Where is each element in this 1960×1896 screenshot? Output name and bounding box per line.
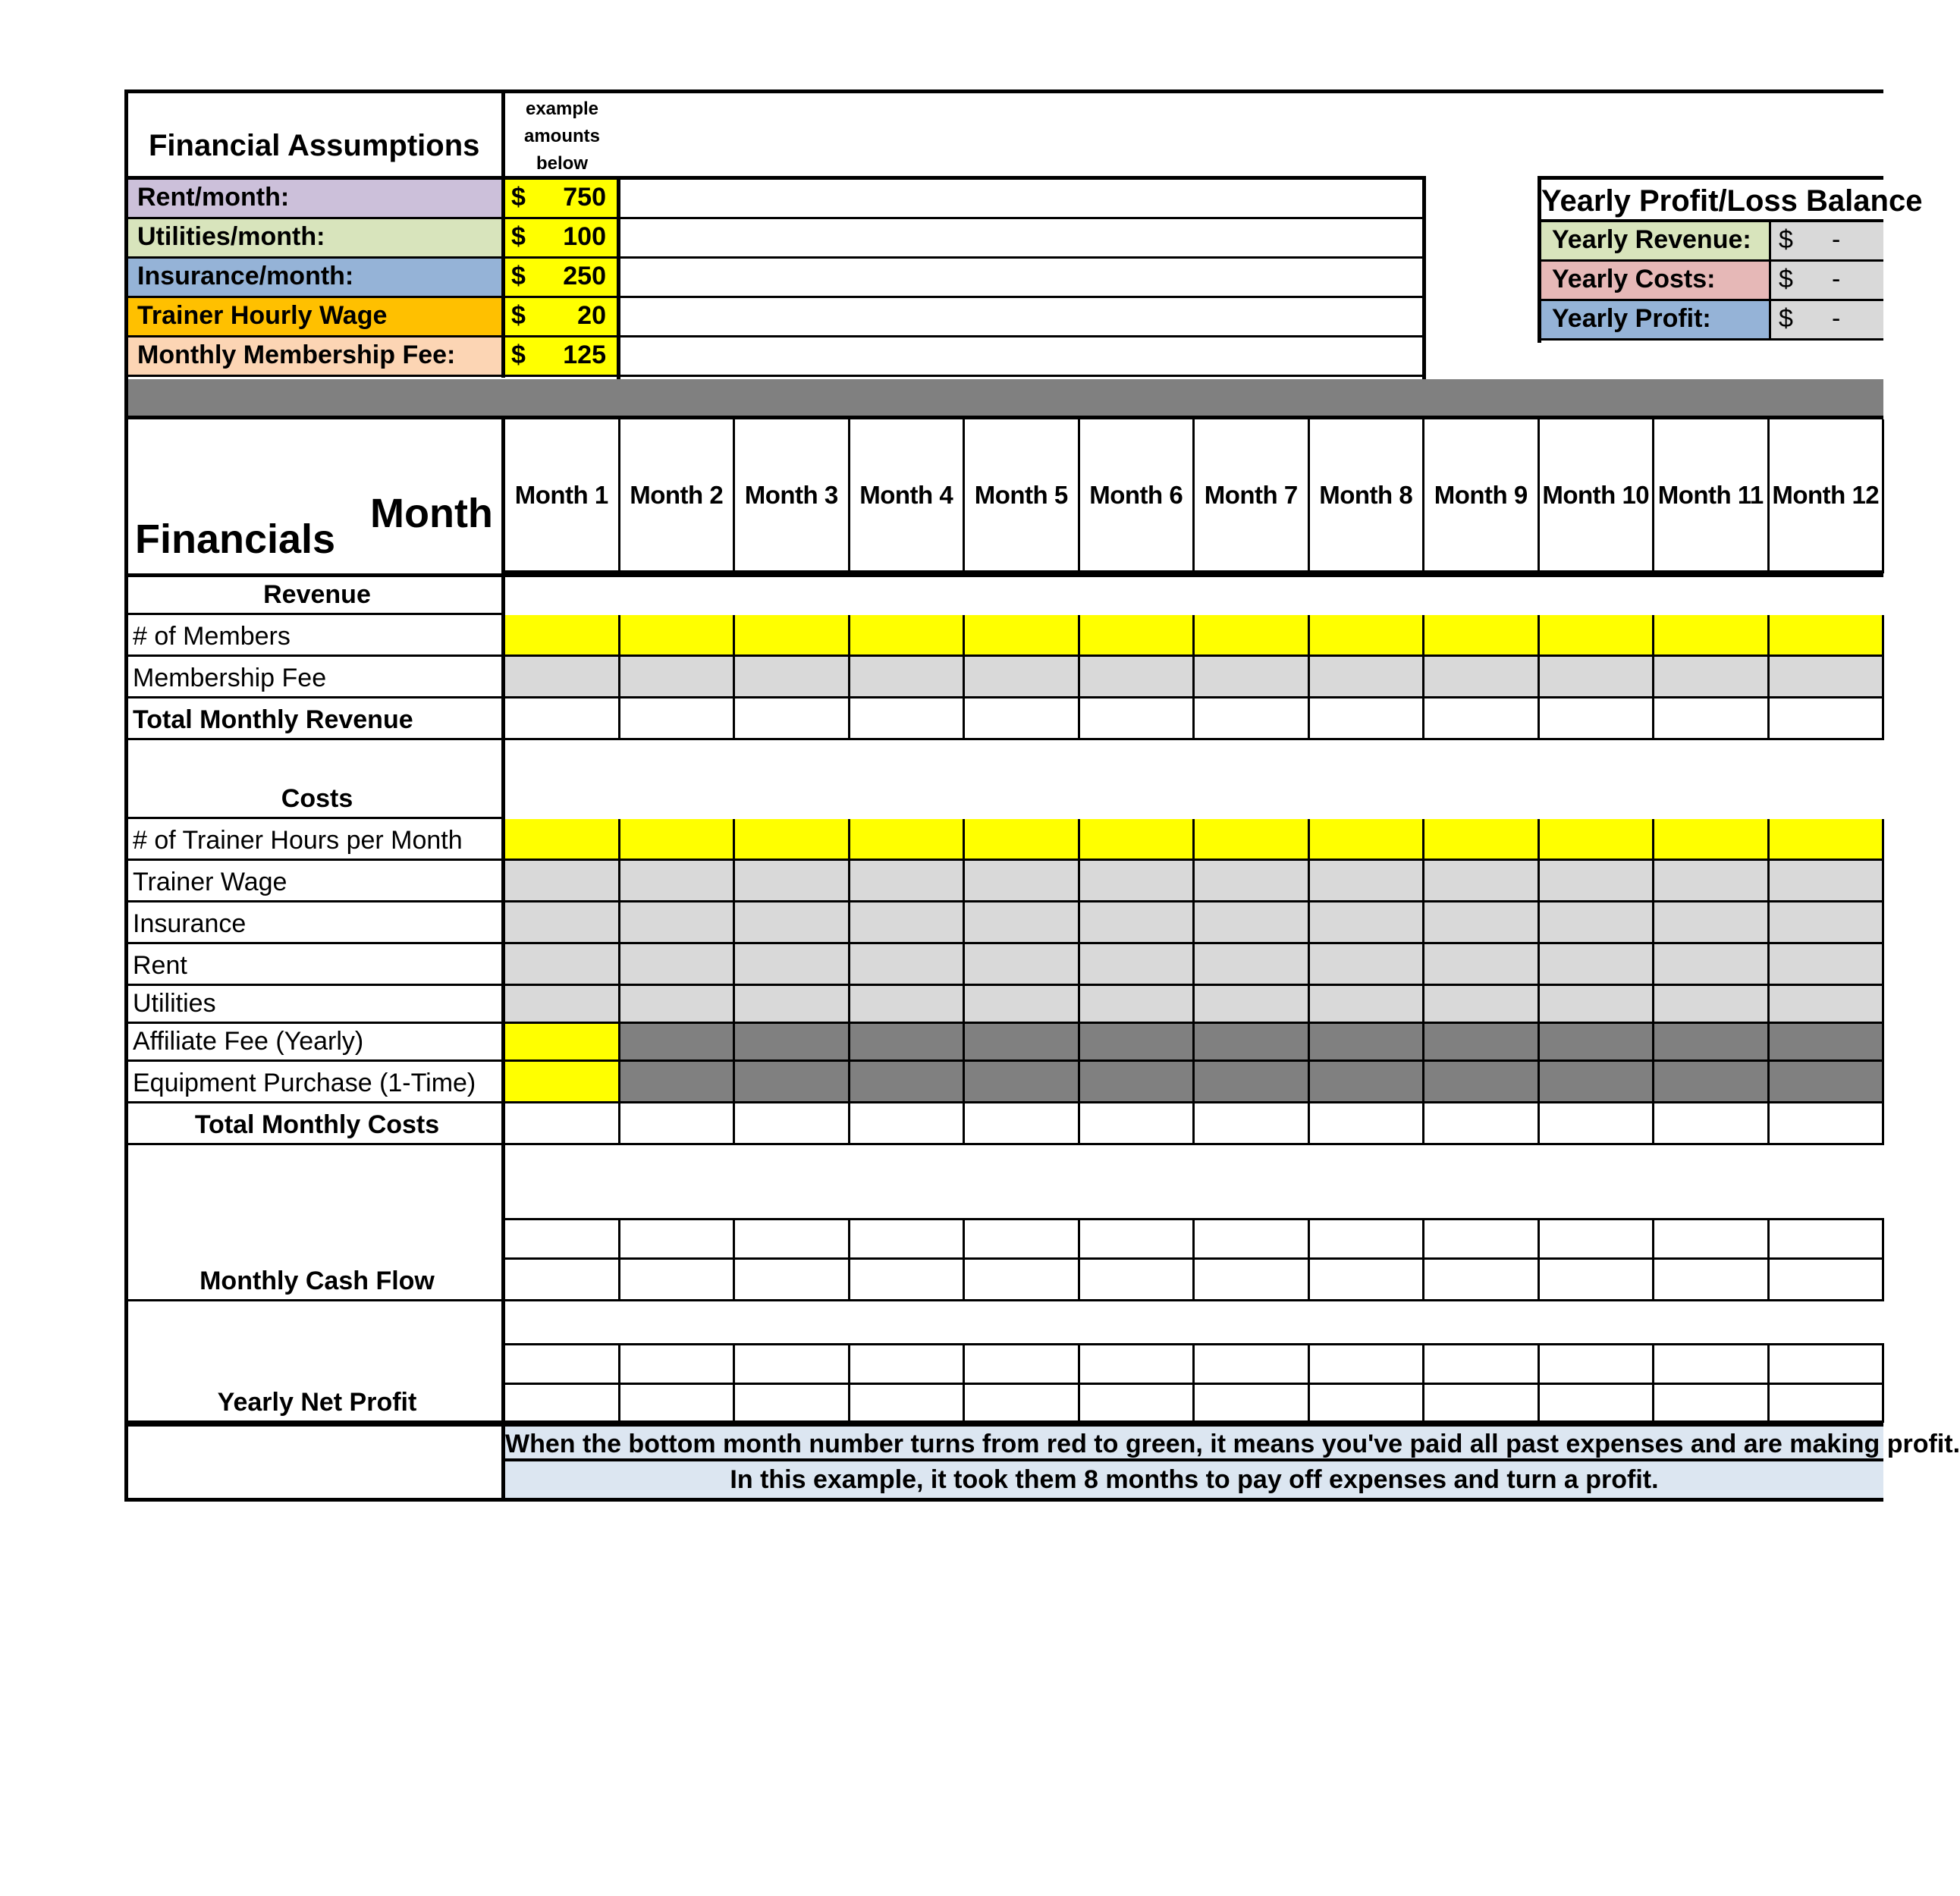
- cell-affiliate-fee-month-1[interactable]: [505, 1024, 620, 1062]
- cell-total-revenue-month-1: [505, 698, 620, 740]
- cell-cash-flow-calc-month-3: [735, 1218, 850, 1260]
- assumption-input-membership-fee[interactable]: [505, 337, 617, 377]
- cell-trainer-hours-month-4[interactable]: [850, 819, 966, 861]
- cell-utilities-month-3: [735, 986, 850, 1024]
- cell-insurance-month-2: [620, 902, 736, 944]
- month-header-11: Month 11: [1654, 419, 1770, 573]
- cell-trainer-hours-month-3[interactable]: [735, 819, 850, 861]
- cell-members-month-4[interactable]: [850, 615, 966, 657]
- cell-total-costs-month-3: [735, 1103, 850, 1145]
- assumption-value: 750: [563, 183, 606, 212]
- cell-utilities-month-11: [1654, 986, 1770, 1024]
- cell-trainer-wage-month-8: [1310, 861, 1425, 902]
- cell-members-month-9[interactable]: [1424, 615, 1540, 657]
- cell-members-month-10[interactable]: [1540, 615, 1655, 657]
- summary-value-revenue: [1769, 222, 1883, 262]
- bottom-border: [124, 1498, 1883, 1502]
- currency-symbol: $: [1779, 265, 1793, 294]
- cell-net-profit-calc-month-4: [850, 1343, 966, 1385]
- assumption-notes-cell[interactable]: [620, 298, 1422, 337]
- cell-insurance-month-6: [1080, 902, 1195, 944]
- assumption-label-insurance: Insurance/month:: [128, 259, 501, 298]
- cell-members-month-5[interactable]: [965, 615, 1080, 657]
- cell-rent-month-7: [1195, 944, 1310, 986]
- cell-utilities-month-8: [1310, 986, 1425, 1024]
- row-label-insurance: Insurance: [128, 902, 501, 944]
- assumptions-grid-right: [1422, 176, 1426, 379]
- row-label-equipment: Equipment Purchase (1-Time): [128, 1062, 501, 1103]
- summary-value: -: [1832, 265, 1841, 294]
- currency-symbol: $: [511, 301, 526, 330]
- assumption-value: 20: [577, 301, 606, 330]
- top-border: [124, 89, 1883, 93]
- cell-trainer-hours-month-8[interactable]: [1310, 819, 1425, 861]
- row-label-net-profit: Yearly Net Profit: [128, 1301, 501, 1423]
- cell-net-profit-month-9: [1424, 1385, 1540, 1423]
- cell-members-month-3[interactable]: [735, 615, 850, 657]
- cell-total-revenue-month-4: [850, 698, 966, 740]
- assumption-input-rent[interactable]: [505, 180, 617, 219]
- summary-label-revenue: Yearly Revenue:: [1541, 222, 1769, 262]
- cell-total-costs-month-10: [1540, 1103, 1655, 1145]
- cell-utilities-month-5: [965, 986, 1080, 1024]
- cell-insurance-month-1: [505, 902, 620, 944]
- summary-value-costs: [1769, 262, 1883, 301]
- cell-equipment-month-8: [1310, 1062, 1425, 1103]
- cell-net-profit-month-2: [620, 1385, 736, 1423]
- cell-net-profit-calc-month-5: [965, 1343, 1080, 1385]
- cell-net-profit-calc-month-12: [1770, 1343, 1885, 1385]
- cell-utilities-month-10: [1540, 986, 1655, 1024]
- month-header-5: Month 5: [965, 419, 1080, 573]
- cell-rent-month-5: [965, 944, 1080, 986]
- summary-label-profit: Yearly Profit:: [1541, 301, 1769, 341]
- cell-affiliate-fee-month-9: [1424, 1024, 1540, 1062]
- cell-equipment-month-9: [1424, 1062, 1540, 1103]
- cell-trainer-hours-month-12[interactable]: [1770, 819, 1885, 861]
- assumption-notes-cell[interactable]: [620, 219, 1422, 259]
- currency-symbol: $: [511, 222, 526, 251]
- cell-insurance-month-7: [1195, 902, 1310, 944]
- cell-rent-month-2: [620, 944, 736, 986]
- month-header-12: Month 12: [1770, 419, 1885, 573]
- cell-membership-fee-month-1: [505, 657, 620, 698]
- summary-title: Yearly Profit/Loss Balance: [1541, 180, 1883, 222]
- cell-affiliate-fee-month-6: [1080, 1024, 1195, 1062]
- cell-trainer-wage-month-12: [1770, 861, 1885, 902]
- cell-members-month-12[interactable]: [1770, 615, 1885, 657]
- cell-equipment-month-7: [1195, 1062, 1310, 1103]
- cell-trainer-wage-month-10: [1540, 861, 1655, 902]
- cell-trainer-wage-month-11: [1654, 861, 1770, 902]
- cell-members-month-11[interactable]: [1654, 615, 1770, 657]
- cell-rent-month-9: [1424, 944, 1540, 986]
- assumption-input-utilities[interactable]: [505, 219, 617, 259]
- note-line-2: In this example, it took them 8 months to pay off expenses and turn a profit.: [505, 1461, 1883, 1498]
- cell-utilities-month-1: [505, 986, 620, 1024]
- cell-net-profit-month-5: [965, 1385, 1080, 1423]
- cell-equipment-month-5: [965, 1062, 1080, 1103]
- summary-value: -: [1832, 304, 1841, 333]
- cell-total-revenue-month-2: [620, 698, 736, 740]
- cell-net-profit-month-3: [735, 1385, 850, 1423]
- cell-trainer-wage-month-3: [735, 861, 850, 902]
- cell-total-revenue-month-7: [1195, 698, 1310, 740]
- cell-total-costs-month-2: [620, 1103, 736, 1145]
- cell-cash-flow-month-11: [1654, 1260, 1770, 1301]
- cell-net-profit-calc-month-9: [1424, 1343, 1540, 1385]
- assumption-value: 125: [563, 341, 606, 369]
- assumptions-title: Financial Assumptions: [149, 129, 480, 162]
- cell-total-revenue-month-5: [965, 698, 1080, 740]
- cell-trainer-hours-month-11[interactable]: [1654, 819, 1770, 861]
- cell-total-revenue-month-6: [1080, 698, 1195, 740]
- cell-net-profit-month-7: [1195, 1385, 1310, 1423]
- cell-net-profit-calc-month-7: [1195, 1343, 1310, 1385]
- cell-net-profit-calc-month-1: [505, 1343, 620, 1385]
- month-header-3: Month 3: [735, 419, 850, 573]
- cell-rent-month-4: [850, 944, 966, 986]
- cell-cash-flow-month-2: [620, 1260, 736, 1301]
- cell-total-costs-month-5: [965, 1103, 1080, 1145]
- cell-cash-flow-calc-month-1: [505, 1218, 620, 1260]
- row-label-total-costs: Total Monthly Costs: [128, 1103, 501, 1145]
- cell-cash-flow-calc-month-6: [1080, 1218, 1195, 1260]
- costs-heading: Costs: [128, 740, 501, 819]
- cell-membership-fee-month-9: [1424, 657, 1540, 698]
- currency-symbol: $: [1779, 304, 1793, 333]
- cell-net-profit-month-10: [1540, 1385, 1655, 1423]
- cell-utilities-month-4: [850, 986, 966, 1024]
- row-label-utilities: Utilities: [128, 986, 501, 1024]
- row-label-cash-flow: Monthly Cash Flow: [128, 1145, 501, 1301]
- cell-cash-flow-calc-month-8: [1310, 1218, 1425, 1260]
- currency-symbol: $: [511, 341, 526, 369]
- cell-total-costs-month-1: [505, 1103, 620, 1145]
- cell-trainer-wage-month-7: [1195, 861, 1310, 902]
- cell-cash-flow-calc-month-12: [1770, 1218, 1885, 1260]
- cell-net-profit-calc-month-2: [620, 1343, 736, 1385]
- cell-net-profit-month-12: [1770, 1385, 1885, 1423]
- cell-utilities-month-9: [1424, 986, 1540, 1024]
- revenue-heading: Revenue: [128, 577, 501, 615]
- cell-net-profit-month-4: [850, 1385, 966, 1423]
- cell-trainer-wage-month-4: [850, 861, 966, 902]
- cell-total-revenue-month-10: [1540, 698, 1655, 740]
- assumption-label-utilities: Utilities/month:: [128, 219, 501, 259]
- example-note-line: example: [525, 99, 599, 119]
- cell-members-month-2[interactable]: [620, 615, 736, 657]
- cell-net-profit-calc-month-3: [735, 1343, 850, 1385]
- currency-symbol: $: [511, 262, 526, 290]
- cell-members-month-8[interactable]: [1310, 615, 1425, 657]
- cell-rent-month-1: [505, 944, 620, 986]
- currency-symbol: $: [1779, 225, 1793, 254]
- cell-total-revenue-month-11: [1654, 698, 1770, 740]
- assumption-input-trainer-wage[interactable]: [505, 298, 617, 337]
- cell-total-costs-month-8: [1310, 1103, 1425, 1145]
- cell-utilities-month-7: [1195, 986, 1310, 1024]
- cell-rent-month-6: [1080, 944, 1195, 986]
- cell-affiliate-fee-month-7: [1195, 1024, 1310, 1062]
- cell-insurance-month-5: [965, 902, 1080, 944]
- row-label-members: # of Members: [128, 615, 501, 657]
- cell-affiliate-fee-month-10: [1540, 1024, 1655, 1062]
- example-note: [505, 96, 619, 177]
- cell-affiliate-fee-month-12: [1770, 1024, 1885, 1062]
- cell-trainer-hours-month-5[interactable]: [965, 819, 1080, 861]
- cell-members-month-7[interactable]: [1195, 615, 1310, 657]
- cell-rent-month-10: [1540, 944, 1655, 986]
- cell-cash-flow-calc-month-2: [620, 1218, 736, 1260]
- month-header-2: Month 2: [620, 419, 736, 573]
- cell-affiliate-fee-month-4: [850, 1024, 966, 1062]
- summary-value-profit: [1769, 301, 1883, 341]
- cell-total-costs-month-7: [1195, 1103, 1310, 1145]
- cell-affiliate-fee-month-5: [965, 1024, 1080, 1062]
- currency-symbol: $: [511, 183, 526, 212]
- cell-utilities-month-12: [1770, 986, 1885, 1024]
- summary-value: -: [1832, 225, 1841, 254]
- example-note-line: amounts: [523, 126, 600, 146]
- cell-trainer-wage-month-1: [505, 861, 620, 902]
- cell-total-costs-month-6: [1080, 1103, 1195, 1145]
- cell-trainer-hours-month-6[interactable]: [1080, 819, 1195, 861]
- assumption-notes-cell[interactable]: [620, 337, 1422, 377]
- cell-equipment-month-2: [620, 1062, 736, 1103]
- cell-cash-flow-month-7: [1195, 1260, 1310, 1301]
- cell-cash-flow-month-8: [1310, 1260, 1425, 1301]
- cell-equipment-month-3: [735, 1062, 850, 1103]
- cell-total-revenue-month-8: [1310, 698, 1425, 740]
- row-label-trainer-wage: Trainer Wage: [128, 861, 501, 902]
- cell-rent-month-11: [1654, 944, 1770, 986]
- cell-membership-fee-month-11: [1654, 657, 1770, 698]
- assumption-label-membership-fee: Monthly Membership Fee:: [128, 337, 501, 377]
- cell-affiliate-fee-month-2: [620, 1024, 736, 1062]
- summary-label-costs: Yearly Costs:: [1541, 262, 1769, 301]
- assumption-input-insurance[interactable]: [505, 259, 617, 298]
- cell-cash-flow-month-5: [965, 1260, 1080, 1301]
- cell-membership-fee-month-4: [850, 657, 966, 698]
- assumption-label-trainer-wage: Trainer Hourly Wage: [128, 298, 501, 337]
- cell-net-profit-month-8: [1310, 1385, 1425, 1423]
- cell-insurance-month-9: [1424, 902, 1540, 944]
- assumption-notes-cell[interactable]: [620, 259, 1422, 298]
- cell-cash-flow-month-12: [1770, 1260, 1885, 1301]
- cell-insurance-month-8: [1310, 902, 1425, 944]
- cell-affiliate-fee-month-11: [1654, 1024, 1770, 1062]
- cell-net-profit-calc-month-10: [1540, 1343, 1655, 1385]
- assumption-label-rent: Rent/month:: [128, 180, 501, 219]
- cell-equipment-month-10: [1540, 1062, 1655, 1103]
- cell-cash-flow-calc-month-4: [850, 1218, 966, 1260]
- cell-insurance-month-11: [1654, 902, 1770, 944]
- cell-affiliate-fee-month-8: [1310, 1024, 1425, 1062]
- row-label-total-revenue: Total Monthly Revenue: [128, 698, 501, 740]
- cell-trainer-hours-month-9[interactable]: [1424, 819, 1540, 861]
- cell-cash-flow-month-10: [1540, 1260, 1655, 1301]
- cell-rent-month-3: [735, 944, 850, 986]
- cell-rent-month-12: [1770, 944, 1885, 986]
- cell-utilities-month-6: [1080, 986, 1195, 1024]
- separator-band: [128, 379, 1883, 416]
- cell-utilities-month-2: [620, 986, 736, 1024]
- row-label-affiliate-fee: Affiliate Fee (Yearly): [128, 1024, 501, 1062]
- month-header-7: Month 7: [1195, 419, 1310, 573]
- month-header-10: Month 10: [1540, 419, 1655, 573]
- cell-total-revenue-month-12: [1770, 698, 1885, 740]
- cell-members-month-1[interactable]: [505, 615, 620, 657]
- cell-total-revenue-month-3: [735, 698, 850, 740]
- month-header-1: Month 1: [505, 419, 620, 573]
- cell-cash-flow-month-6: [1080, 1260, 1195, 1301]
- month-header-8: Month 8: [1310, 419, 1425, 573]
- cell-net-profit-calc-month-11: [1654, 1343, 1770, 1385]
- cell-membership-fee-month-5: [965, 657, 1080, 698]
- cell-cash-flow-calc-month-10: [1540, 1218, 1655, 1260]
- financials-title: Financials: [135, 516, 336, 562]
- cell-cash-flow-calc-month-7: [1195, 1218, 1310, 1260]
- cell-rent-month-8: [1310, 944, 1425, 986]
- cell-membership-fee-month-6: [1080, 657, 1195, 698]
- row-label-rent: Rent: [128, 944, 501, 986]
- cell-net-profit-calc-month-6: [1080, 1343, 1195, 1385]
- cell-trainer-hours-month-10[interactable]: [1540, 819, 1655, 861]
- row-label-trainer-hours: # of Trainer Hours per Month: [128, 819, 501, 861]
- month-axis-label: Month: [370, 491, 493, 536]
- cell-insurance-month-12: [1770, 902, 1885, 944]
- cell-members-month-6[interactable]: [1080, 615, 1195, 657]
- cell-membership-fee-month-12: [1770, 657, 1885, 698]
- cell-insurance-month-3: [735, 902, 850, 944]
- cell-trainer-hours-month-1[interactable]: [505, 819, 620, 861]
- cell-membership-fee-month-3: [735, 657, 850, 698]
- cell-total-revenue-month-9: [1424, 698, 1540, 740]
- cell-trainer-wage-month-6: [1080, 861, 1195, 902]
- cell-equipment-month-1[interactable]: [505, 1062, 620, 1103]
- cell-equipment-month-6: [1080, 1062, 1195, 1103]
- cell-net-profit-month-11: [1654, 1385, 1770, 1423]
- month-header-6: Month 6: [1080, 419, 1195, 573]
- assumption-notes-cell[interactable]: [620, 180, 1422, 219]
- cell-equipment-month-12: [1770, 1062, 1885, 1103]
- cell-trainer-wage-month-9: [1424, 861, 1540, 902]
- cell-membership-fee-month-7: [1195, 657, 1310, 698]
- cell-membership-fee-month-10: [1540, 657, 1655, 698]
- note-line-1: When the bottom month number turns from red to green, it means you've paid all past expenses and are making profit.: [505, 1427, 1883, 1461]
- month-header-9: Month 9: [1424, 419, 1540, 573]
- cell-cash-flow-calc-month-5: [965, 1218, 1080, 1260]
- cell-equipment-month-11: [1654, 1062, 1770, 1103]
- cell-affiliate-fee-month-3: [735, 1024, 850, 1062]
- cell-net-profit-month-6: [1080, 1385, 1195, 1423]
- cell-cash-flow-month-4: [850, 1260, 966, 1301]
- assumption-value: 250: [563, 262, 606, 290]
- example-note-line: below: [536, 153, 588, 174]
- cell-cash-flow-calc-month-11: [1654, 1218, 1770, 1260]
- cell-trainer-hours-month-7[interactable]: [1195, 819, 1310, 861]
- cell-trainer-wage-month-5: [965, 861, 1080, 902]
- cell-net-profit-month-1: [505, 1385, 620, 1423]
- cell-total-costs-month-4: [850, 1103, 966, 1145]
- cell-total-costs-month-12: [1770, 1103, 1885, 1145]
- assumption-value: 100: [563, 222, 606, 251]
- row-label-membership-fee: Membership Fee: [128, 657, 501, 698]
- cell-membership-fee-month-2: [620, 657, 736, 698]
- cell-total-costs-month-9: [1424, 1103, 1540, 1145]
- cell-total-costs-month-11: [1654, 1103, 1770, 1145]
- cell-trainer-hours-month-2[interactable]: [620, 819, 736, 861]
- cell-membership-fee-month-8: [1310, 657, 1425, 698]
- cell-insurance-month-4: [850, 902, 966, 944]
- cell-equipment-month-4: [850, 1062, 966, 1103]
- month-header-4: Month 4: [850, 419, 966, 573]
- cell-cash-flow-month-9: [1424, 1260, 1540, 1301]
- cell-trainer-wage-month-2: [620, 861, 736, 902]
- cell-cash-flow-month-3: [735, 1260, 850, 1301]
- cell-cash-flow-month-1: [505, 1260, 620, 1301]
- cell-cash-flow-calc-month-9: [1424, 1218, 1540, 1260]
- cell-insurance-month-10: [1540, 902, 1655, 944]
- cell-net-profit-calc-month-8: [1310, 1343, 1425, 1385]
